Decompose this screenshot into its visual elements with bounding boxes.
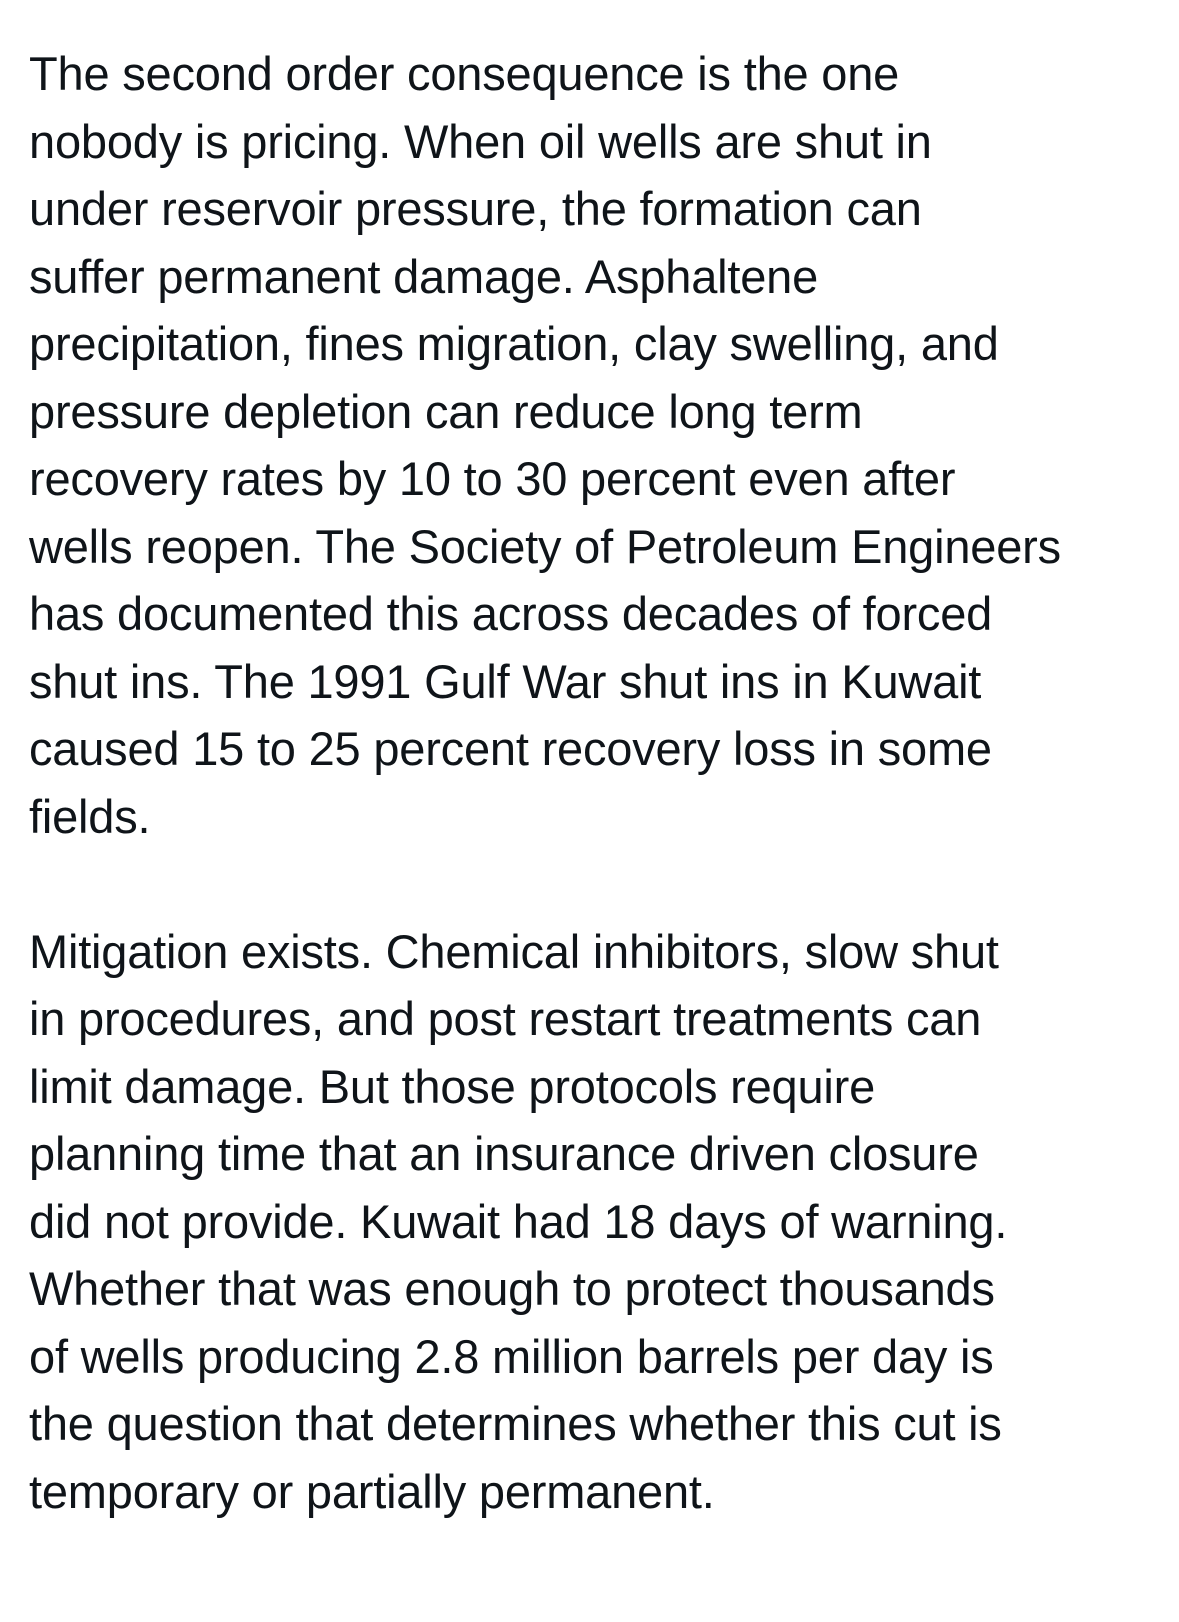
text-line: temporary or partially permanent.: [29, 1464, 715, 1518]
text-line: wells reopen. The Society of Petroleum Engineers: [29, 519, 1061, 573]
text-line: in procedures, and post restart treatments can: [29, 992, 982, 1045]
text-line: Mitigation exists. Chemical inhibitors, slow shut: [29, 924, 999, 978]
text-line: of wells producing 2.8 million barrels per day is: [29, 1329, 994, 1383]
text-line: nobody is pricing. When oil wells are shut in: [29, 114, 932, 168]
text-line: the question that determines whether this cut is: [29, 1397, 1002, 1450]
text-line: has documented this across decades of forced: [29, 587, 993, 640]
text-line: caused 15 to 25 percent recovery loss in some: [29, 722, 992, 775]
text-line: limit damage. But those protocols require: [29, 1059, 876, 1113]
paragraph-spacer: [29, 850, 1149, 918]
text-line: fields.: [29, 789, 151, 843]
text-line: shut ins. The 1991 Gulf War shut ins in Kuwait: [29, 654, 982, 708]
text-line: did not provide. Kuwait had 18 days of warning.: [29, 1194, 1008, 1248]
paragraph-1: [29, 40, 1149, 850]
text-line: The second order consequence is the one: [29, 47, 900, 100]
text-line: pressure depletion can reduce long term: [29, 384, 863, 438]
post-body: [29, 40, 1149, 1525]
text-line: Whether that was enough to protect thousands: [29, 1262, 995, 1315]
text-line: suffer permanent damage. Asphaltene: [29, 249, 819, 303]
text-line: planning time that an insurance driven closure: [29, 1127, 979, 1180]
paragraph-2: [29, 918, 1149, 1526]
text-line: under reservoir pressure, the formation can: [29, 182, 922, 235]
text-line: precipitation, fines migration, clay swelling, and: [29, 317, 999, 370]
text-line: recovery rates by 10 to 30 percent even after: [29, 452, 956, 505]
